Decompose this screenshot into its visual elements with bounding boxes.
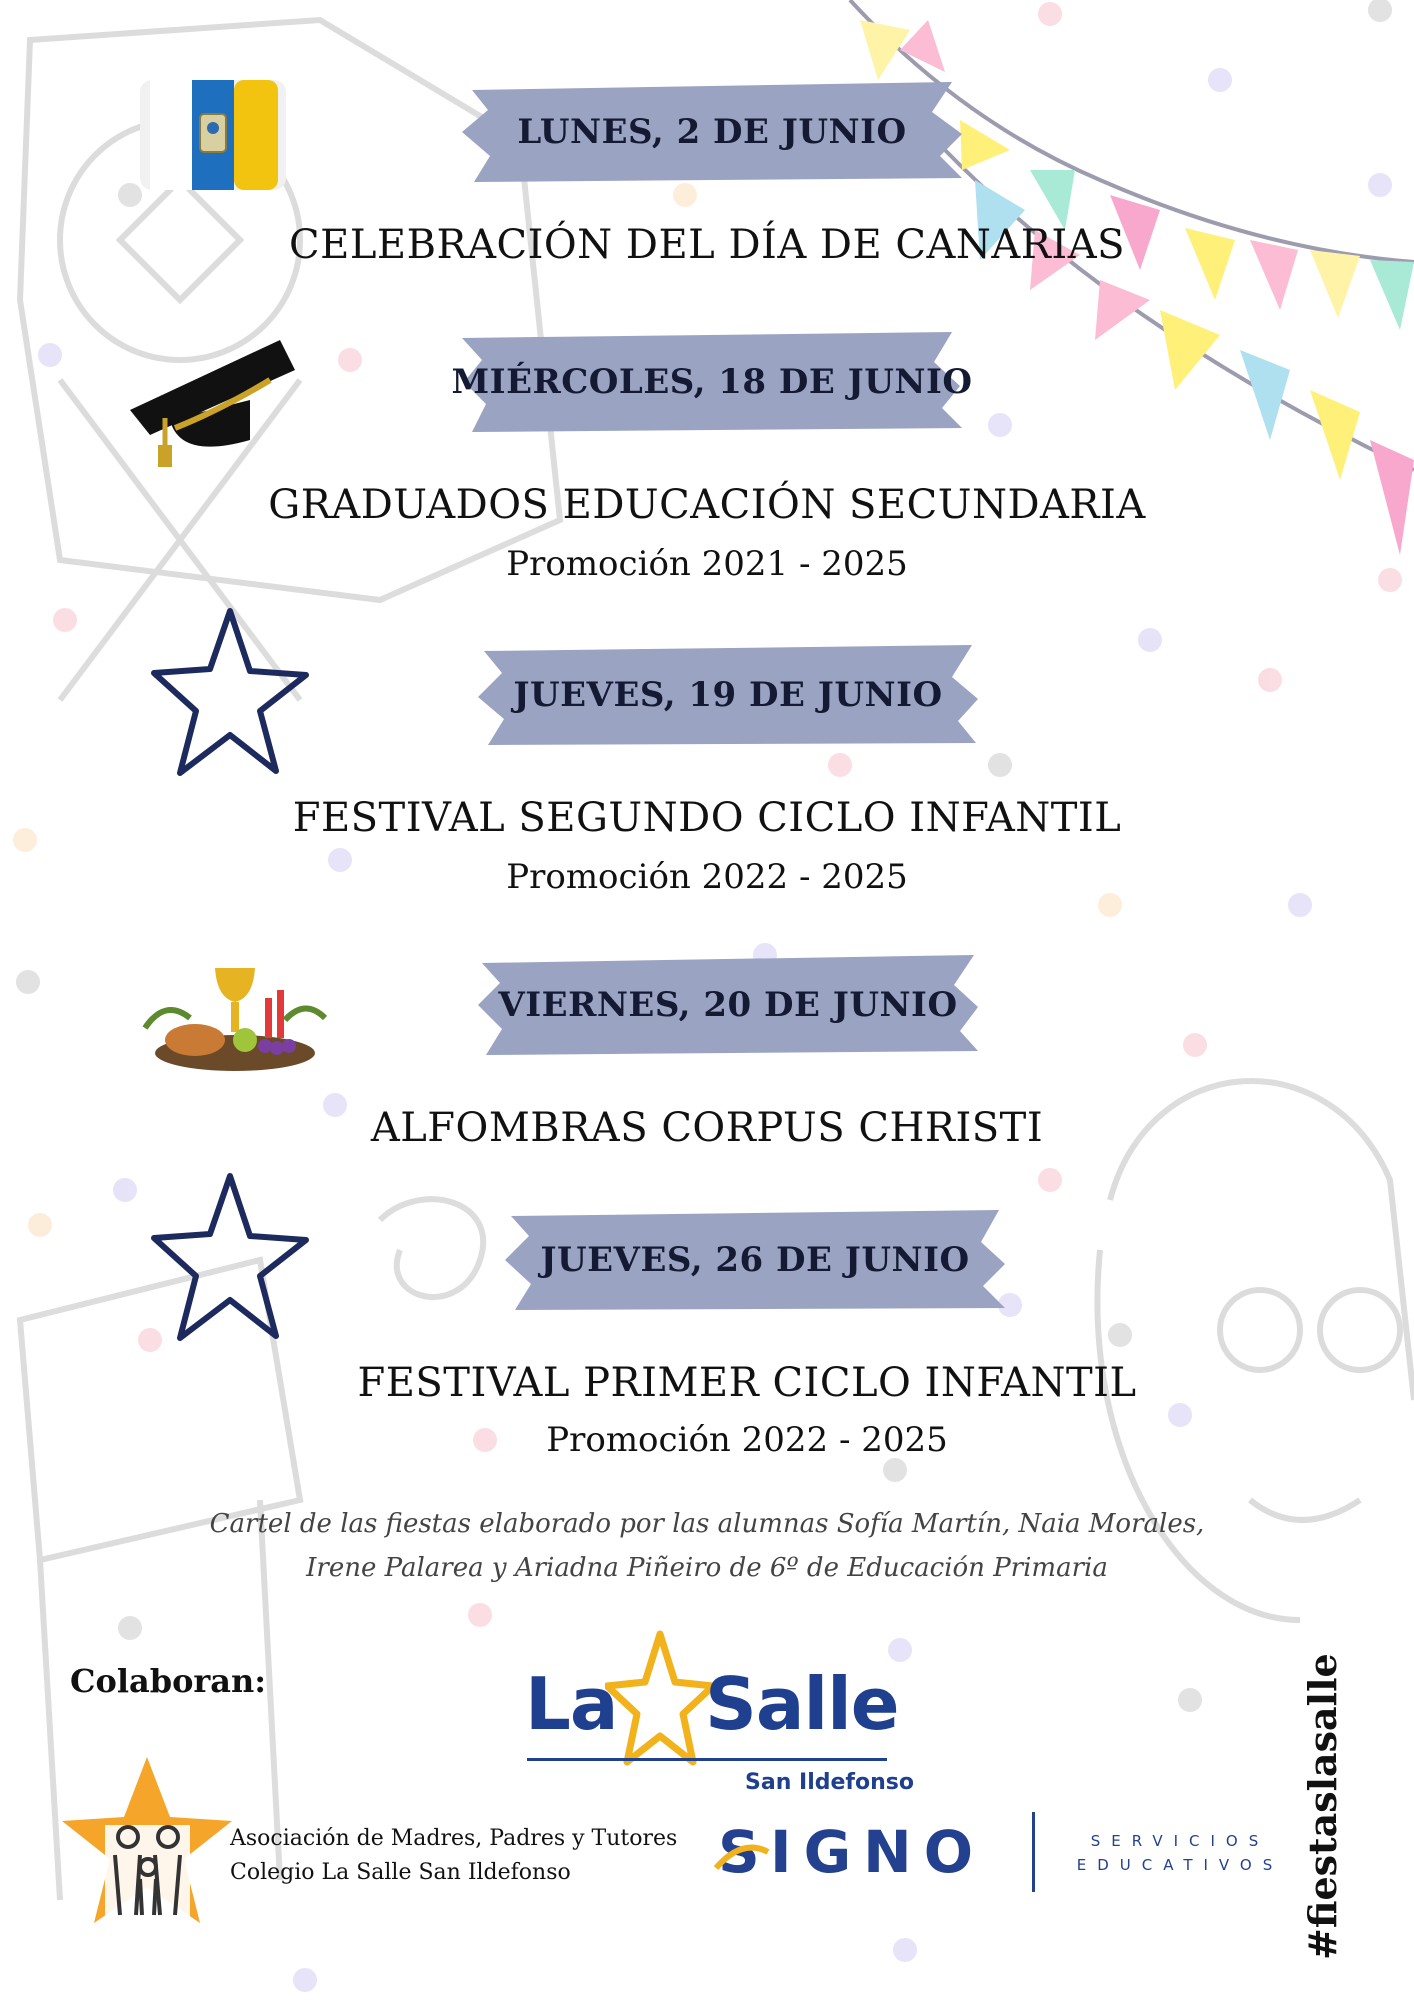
star-icon [150, 1170, 310, 1345]
graduation-cap-icon [130, 340, 300, 470]
event-subtitle: Promoción 2022 - 2025 [546, 1420, 948, 1460]
colaboran-label: Colaboran: [70, 1662, 267, 1700]
corpus-christi-icon [135, 958, 330, 1078]
ampa-logo [60, 1755, 235, 1940]
event-title: FESTIVAL SEGUNDO CICLO INFANTIL [292, 795, 1122, 841]
signo-divider [1032, 1812, 1035, 1892]
event-date: JUEVES, 19 DE JUNIO [513, 675, 943, 715]
date-ribbon [505, 1210, 1005, 1310]
date-ribbon [451, 332, 973, 432]
event-date: VIERNES, 20 DE JUNIO [498, 985, 958, 1025]
star-icon [150, 605, 310, 780]
date-ribbon [478, 645, 978, 745]
event-subtitle: Promoción 2022 - 2025 [506, 857, 908, 897]
signo-swoosh-icon [712, 1838, 772, 1878]
credit-line: Irene Palarea y Ariadna Piñeiro de 6º de Educación Primaria [306, 1553, 1108, 1583]
event-subtitle: Promoción 2021 - 2025 [506, 544, 908, 584]
event-date: JUEVES, 26 DE JUNIO [540, 1240, 970, 1280]
date-ribbon [478, 955, 978, 1055]
signo-word: IGNO [770, 1818, 986, 1886]
lasalle-underline [527, 1758, 887, 1761]
ampa-name [230, 1822, 677, 1890]
event-title: CELEBRACIÓN DEL DÍA DE CANARIAS [289, 222, 1125, 268]
credit-line: Cartel de las fiestas elaborado por las alumnas Sofía Martín, Naia Morales, [209, 1509, 1205, 1539]
event-date: LUNES, 2 DE JUNIO [517, 112, 907, 152]
signo-services-line: SERVICIOS [1090, 1832, 1270, 1850]
ampa-line: Asociación de Madres, Padres y Tutores [230, 1826, 678, 1851]
lasalle-word-left: La [525, 1662, 618, 1746]
canary-flag-icon [140, 80, 286, 190]
ampa-line: Colegio La Salle San Ildefonso [230, 1860, 571, 1885]
date-ribbon [462, 82, 962, 182]
event-date: MIÉRCOLES, 18 DE JUNIO [451, 362, 973, 402]
poster-credit [0, 1502, 1414, 1590]
event-title: FESTIVAL PRIMER CICLO INFANTIL [357, 1360, 1137, 1406]
event-title: GRADUADOS EDUCACIÓN SECUNDARIA [268, 482, 1146, 528]
lasalle-word-right: Salle [705, 1662, 899, 1746]
hashtag: #fiestaslasalle [1300, 1653, 1345, 1960]
signo-services-line: EDUCATIVOS [1076, 1856, 1284, 1874]
event-title: ALFOMBRAS CORPUS CHRISTI [370, 1105, 1044, 1151]
lasalle-star-icon [605, 1630, 715, 1770]
signo-s-letter: S [718, 1818, 760, 1886]
lasalle-subtitle: San Ildefonso [745, 1770, 914, 1795]
